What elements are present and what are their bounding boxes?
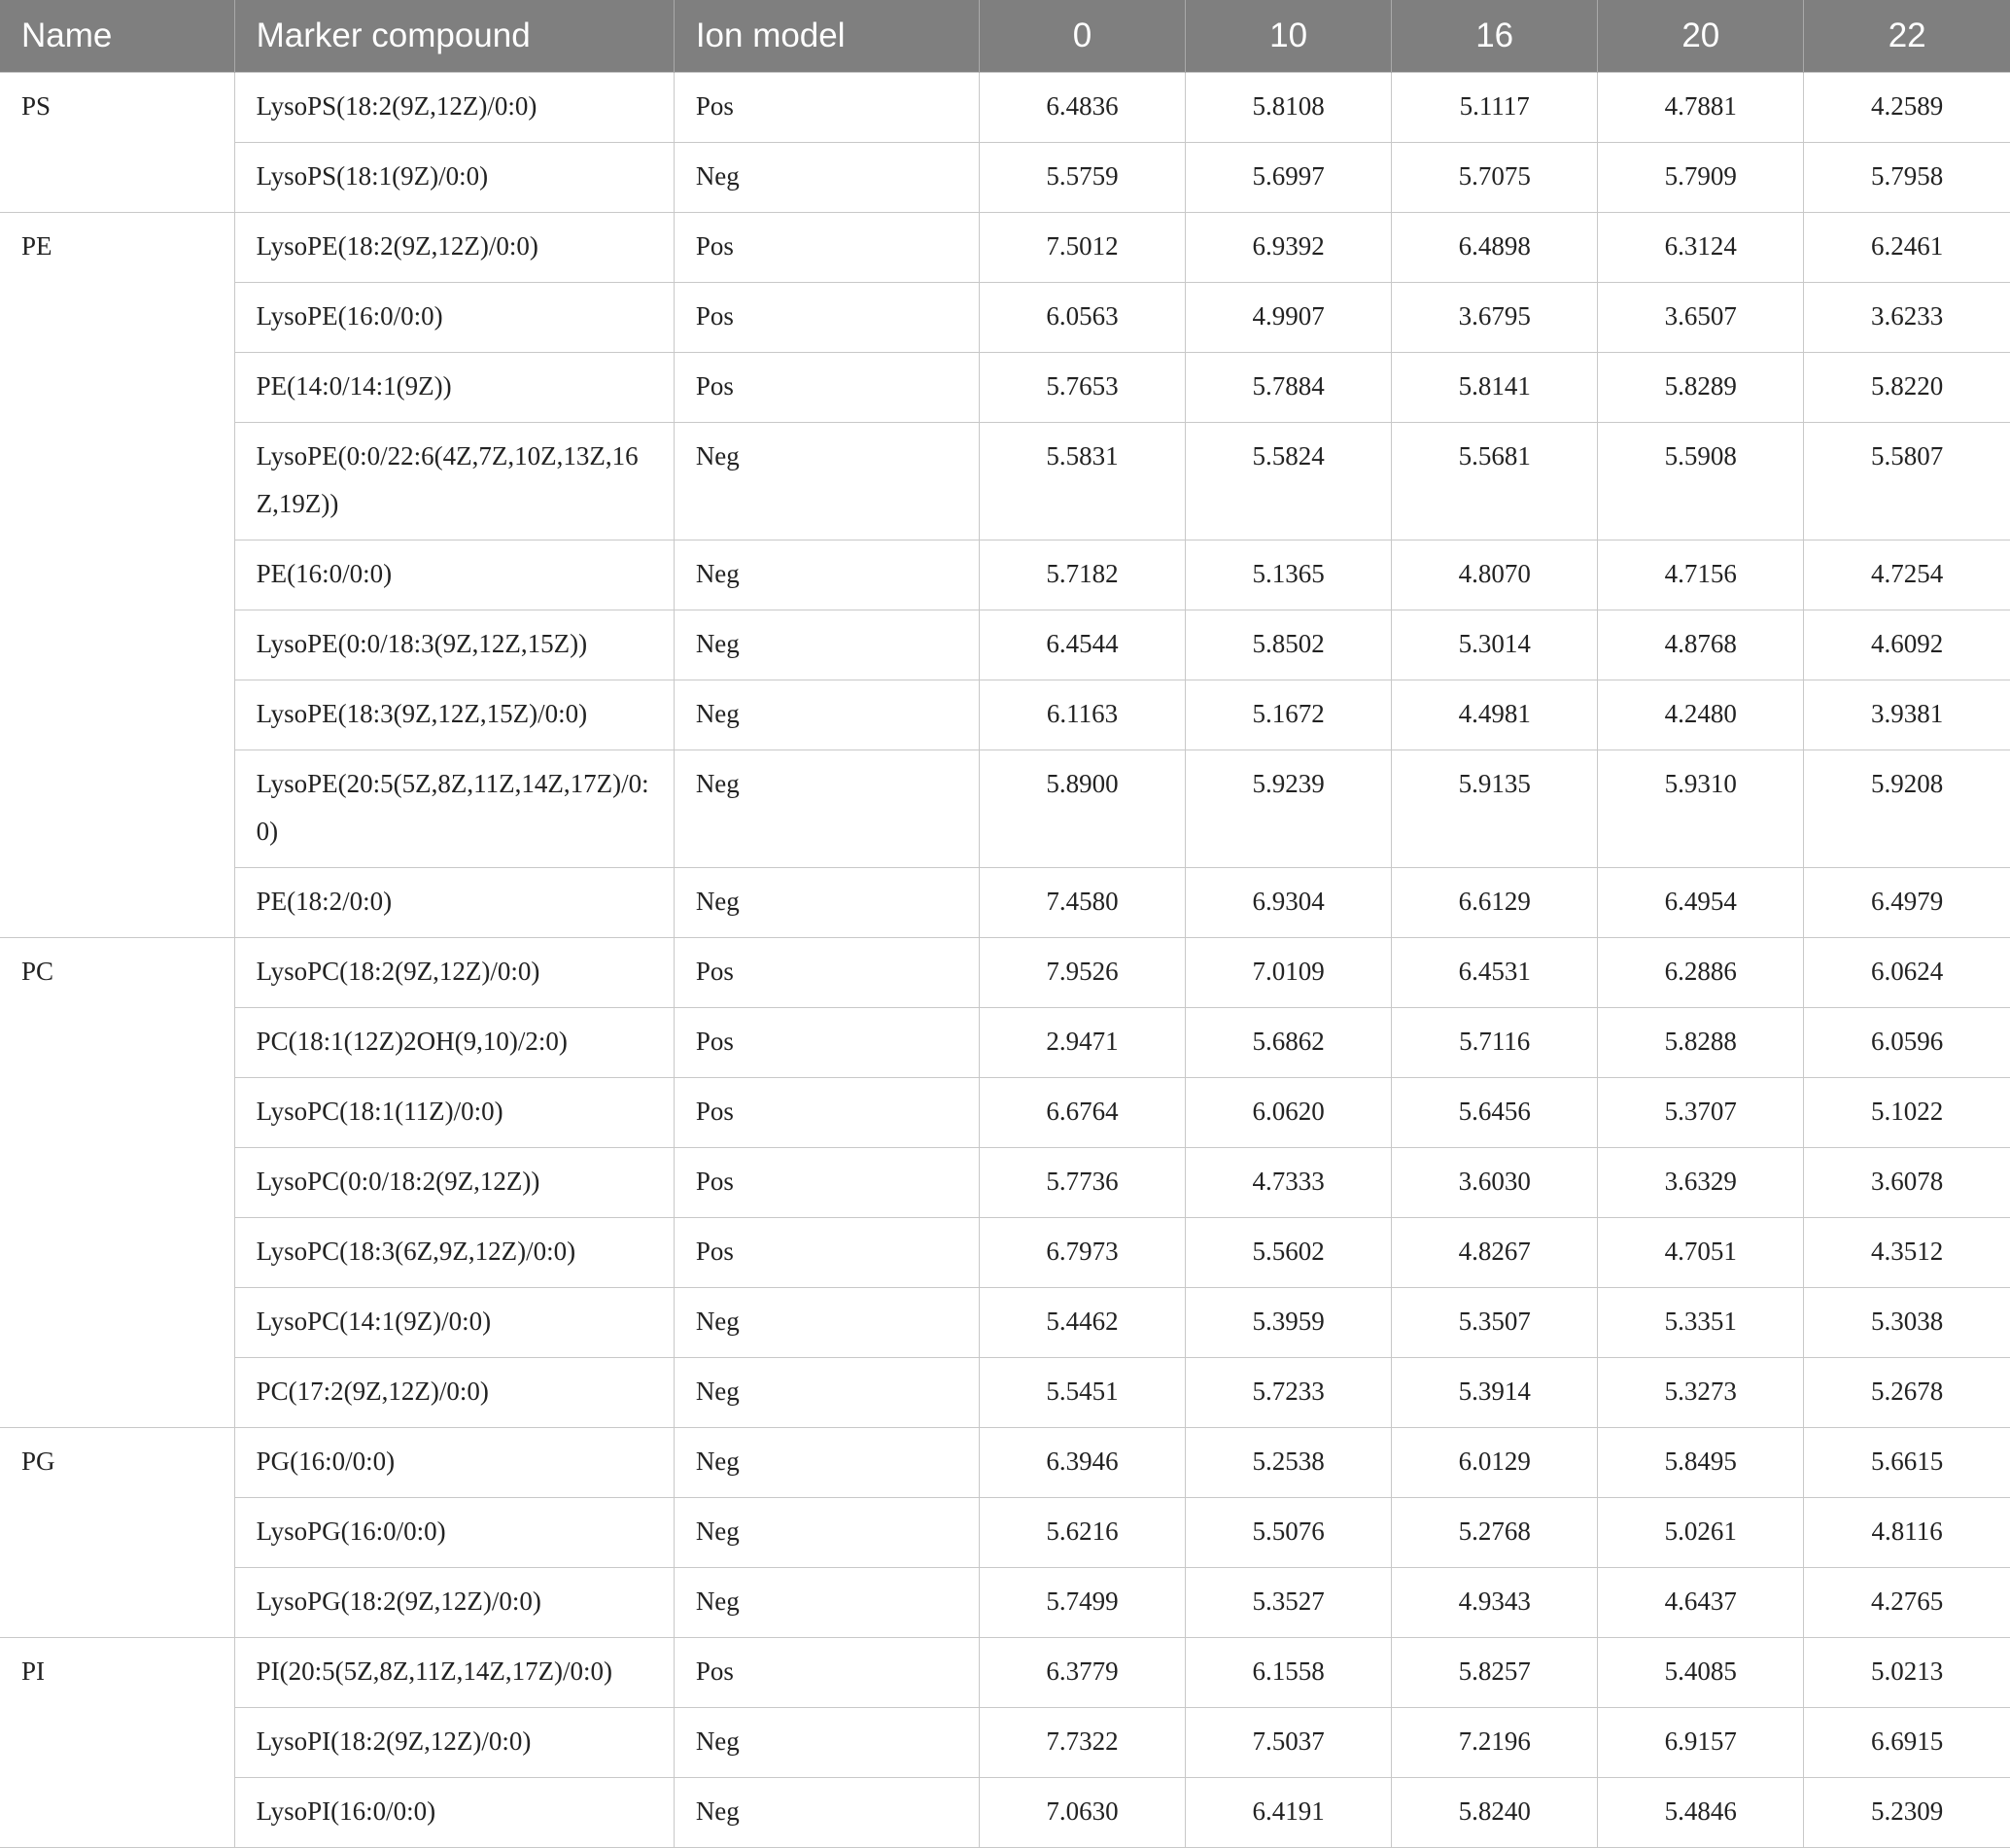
value-cell: 5.6862: [1186, 1007, 1392, 1077]
value-cell: 5.9135: [1392, 750, 1598, 867]
value-cell: 4.7051: [1598, 1217, 1804, 1287]
value-cell: 4.8070: [1392, 540, 1598, 610]
value-cell: 6.4979: [1804, 867, 2010, 937]
table-row: [0, 142, 2010, 212]
table-row: [0, 867, 2010, 937]
value-cell: 3.6507: [1598, 282, 1804, 352]
value-cell: 5.7075: [1392, 142, 1598, 212]
value-cell: 5.8108: [1186, 72, 1392, 142]
marker-compound-cell: PE(14:0/14:1(9Z)): [234, 352, 674, 422]
value-cell: 5.3014: [1392, 610, 1598, 680]
value-cell: 4.9907: [1186, 282, 1392, 352]
value-cell: 6.6764: [979, 1077, 1185, 1147]
value-cell: 6.2886: [1598, 937, 1804, 1007]
marker-compound-cell: LysoPC(18:2(9Z,12Z)/0:0): [234, 937, 674, 1007]
group-name-cell: PG: [0, 1427, 234, 1637]
value-cell: 6.4544: [979, 610, 1185, 680]
value-cell: 4.6092: [1804, 610, 2010, 680]
value-cell: 6.4191: [1186, 1777, 1392, 1847]
value-cell: 6.0563: [979, 282, 1185, 352]
value-cell: 5.8900: [979, 750, 1185, 867]
value-cell: 5.8257: [1392, 1637, 1598, 1707]
table-header: [0, 0, 2010, 72]
marker-compound-cell: LysoPG(16:0/0:0): [234, 1497, 674, 1567]
table-body: [0, 72, 2010, 1847]
ion-model-cell: Pos: [674, 282, 979, 352]
value-cell: 5.2538: [1186, 1427, 1392, 1497]
ion-model-cell: Neg: [674, 610, 979, 680]
value-cell: 5.8495: [1598, 1427, 1804, 1497]
value-cell: 5.9208: [1804, 750, 2010, 867]
value-cell: 4.4981: [1392, 680, 1598, 750]
value-cell: 6.4836: [979, 72, 1185, 142]
value-cell: 3.6030: [1392, 1147, 1598, 1217]
table-row: [0, 1287, 2010, 1357]
ion-model-cell: Neg: [674, 1567, 979, 1637]
value-cell: 4.7881: [1598, 72, 1804, 142]
group-name-cell: PC: [0, 937, 234, 1427]
value-cell: 2.9471: [979, 1007, 1185, 1077]
ion-model-cell: Pos: [674, 937, 979, 1007]
header-time-0: 0: [979, 0, 1185, 72]
value-cell: 5.4846: [1598, 1777, 1804, 1847]
table-row: [0, 1707, 2010, 1777]
value-cell: 6.6915: [1804, 1707, 2010, 1777]
header-row: [0, 0, 2010, 72]
marker-compound-cell: PE(16:0/0:0): [234, 540, 674, 610]
value-cell: 4.9343: [1392, 1567, 1598, 1637]
value-cell: 5.3038: [1804, 1287, 2010, 1357]
marker-compound-cell: LysoPE(0:0/22:6(4Z,7Z,10Z,13Z,16Z,19Z)): [234, 422, 674, 540]
table-row: [0, 1007, 2010, 1077]
value-cell: 4.8116: [1804, 1497, 2010, 1567]
marker-compound-cell: PC(17:2(9Z,12Z)/0:0): [234, 1357, 674, 1427]
value-cell: 5.1672: [1186, 680, 1392, 750]
value-cell: 5.8502: [1186, 610, 1392, 680]
value-cell: 5.0213: [1804, 1637, 2010, 1707]
value-cell: 5.3527: [1186, 1567, 1392, 1637]
ion-model-cell: Pos: [674, 1637, 979, 1707]
value-cell: 6.3946: [979, 1427, 1185, 1497]
marker-compound-cell: LysoPE(18:3(9Z,12Z,15Z)/0:0): [234, 680, 674, 750]
header-time-10: 10: [1186, 0, 1392, 72]
ion-model-cell: Pos: [674, 72, 979, 142]
value-cell: 5.2309: [1804, 1777, 2010, 1847]
ion-model-cell: Pos: [674, 1007, 979, 1077]
value-cell: 5.5824: [1186, 422, 1392, 540]
value-cell: 7.9526: [979, 937, 1185, 1007]
header-time-16: 16: [1392, 0, 1598, 72]
value-cell: 4.7156: [1598, 540, 1804, 610]
value-cell: 5.0261: [1598, 1497, 1804, 1567]
table-row: [0, 72, 2010, 142]
table-row: [0, 750, 2010, 867]
table-row: [0, 1147, 2010, 1217]
ion-model-cell: Pos: [674, 212, 979, 282]
marker-compound-cell: LysoPC(14:1(9Z)/0:0): [234, 1287, 674, 1357]
value-cell: 3.6233: [1804, 282, 2010, 352]
ion-model-cell: Neg: [674, 1357, 979, 1427]
value-cell: 5.7653: [979, 352, 1185, 422]
value-cell: 6.9392: [1186, 212, 1392, 282]
marker-compound-cell: LysoPE(0:0/18:3(9Z,12Z,15Z)): [234, 610, 674, 680]
value-cell: 6.6129: [1392, 867, 1598, 937]
header-name: Name: [0, 0, 234, 72]
value-cell: 5.3707: [1598, 1077, 1804, 1147]
header-time-22: 22: [1804, 0, 2010, 72]
value-cell: 5.1117: [1392, 72, 1598, 142]
marker-compound-cell: LysoPE(18:2(9Z,12Z)/0:0): [234, 212, 674, 282]
value-cell: 7.5012: [979, 212, 1185, 282]
table-row: [0, 540, 2010, 610]
value-cell: 3.6329: [1598, 1147, 1804, 1217]
value-cell: 6.0624: [1804, 937, 2010, 1007]
value-cell: 6.0620: [1186, 1077, 1392, 1147]
value-cell: 6.9157: [1598, 1707, 1804, 1777]
header-marker-compound: Marker compound: [234, 0, 674, 72]
value-cell: 5.6997: [1186, 142, 1392, 212]
table-row: [0, 212, 2010, 282]
marker-compound-cell: LysoPS(18:1(9Z)/0:0): [234, 142, 674, 212]
value-cell: 5.5831: [979, 422, 1185, 540]
value-cell: 6.0129: [1392, 1427, 1598, 1497]
value-cell: 5.3959: [1186, 1287, 1392, 1357]
value-cell: 5.5759: [979, 142, 1185, 212]
value-cell: 5.2678: [1804, 1357, 2010, 1427]
value-cell: 7.5037: [1186, 1707, 1392, 1777]
value-cell: 5.8141: [1392, 352, 1598, 422]
value-cell: 5.7909: [1598, 142, 1804, 212]
marker-compound-cell: LysoPI(16:0/0:0): [234, 1777, 674, 1847]
value-cell: 5.6216: [979, 1497, 1185, 1567]
ion-model-cell: Neg: [674, 142, 979, 212]
value-cell: 6.4898: [1392, 212, 1598, 282]
ion-model-cell: Pos: [674, 1147, 979, 1217]
value-cell: 4.3512: [1804, 1217, 2010, 1287]
value-cell: 5.5807: [1804, 422, 2010, 540]
value-cell: 4.2589: [1804, 72, 2010, 142]
value-cell: 5.7884: [1186, 352, 1392, 422]
value-cell: 7.0630: [979, 1777, 1185, 1847]
ion-model-cell: Neg: [674, 1707, 979, 1777]
value-cell: 3.6795: [1392, 282, 1598, 352]
ion-model-cell: Neg: [674, 750, 979, 867]
group-name-cell: PS: [0, 72, 234, 212]
value-cell: 4.7254: [1804, 540, 2010, 610]
value-cell: 5.9310: [1598, 750, 1804, 867]
marker-compound-cell: LysoPS(18:2(9Z,12Z)/0:0): [234, 72, 674, 142]
value-cell: 5.6456: [1392, 1077, 1598, 1147]
value-cell: 6.3124: [1598, 212, 1804, 282]
value-cell: 5.5451: [979, 1357, 1185, 1427]
value-cell: 5.3351: [1598, 1287, 1804, 1357]
value-cell: 6.9304: [1186, 867, 1392, 937]
value-cell: 5.7499: [979, 1567, 1185, 1637]
table-row: [0, 1217, 2010, 1287]
value-cell: 7.7322: [979, 1707, 1185, 1777]
value-cell: 6.7973: [979, 1217, 1185, 1287]
value-cell: 4.7333: [1186, 1147, 1392, 1217]
value-cell: 5.3273: [1598, 1357, 1804, 1427]
table-row: [0, 1427, 2010, 1497]
marker-compound-cell: LysoPC(0:0/18:2(9Z,12Z)): [234, 1147, 674, 1217]
group-name-cell: PI: [0, 1637, 234, 1847]
value-cell: 6.0596: [1804, 1007, 2010, 1077]
value-cell: 5.7736: [979, 1147, 1185, 1217]
value-cell: 6.3779: [979, 1637, 1185, 1707]
ion-model-cell: Neg: [674, 1287, 979, 1357]
marker-compound-cell: LysoPE(16:0/0:0): [234, 282, 674, 352]
value-cell: 5.1365: [1186, 540, 1392, 610]
marker-compound-cell: LysoPC(18:1(11Z)/0:0): [234, 1077, 674, 1147]
group-name-cell: PE: [0, 212, 234, 937]
value-cell: 7.0109: [1186, 937, 1392, 1007]
marker-compound-cell: LysoPG(18:2(9Z,12Z)/0:0): [234, 1567, 674, 1637]
value-cell: 5.2768: [1392, 1497, 1598, 1567]
value-cell: 6.4531: [1392, 937, 1598, 1007]
marker-compound-cell: PE(18:2/0:0): [234, 867, 674, 937]
table-row: [0, 282, 2010, 352]
value-cell: 4.8267: [1392, 1217, 1598, 1287]
ion-model-cell: Neg: [674, 540, 979, 610]
value-cell: 4.6437: [1598, 1567, 1804, 1637]
value-cell: 5.8220: [1804, 352, 2010, 422]
value-cell: 4.2480: [1598, 680, 1804, 750]
marker-compound-cell: PG(16:0/0:0): [234, 1427, 674, 1497]
value-cell: 5.4085: [1598, 1637, 1804, 1707]
value-cell: 5.7958: [1804, 142, 2010, 212]
value-cell: 5.7116: [1392, 1007, 1598, 1077]
marker-compound-cell: LysoPC(18:3(6Z,9Z,12Z)/0:0): [234, 1217, 674, 1287]
value-cell: 5.7182: [979, 540, 1185, 610]
value-cell: 4.2765: [1804, 1567, 2010, 1637]
table-row: [0, 680, 2010, 750]
value-cell: 6.4954: [1598, 867, 1804, 937]
value-cell: 5.5602: [1186, 1217, 1392, 1287]
ion-model-cell: Pos: [674, 352, 979, 422]
value-cell: 5.5076: [1186, 1497, 1392, 1567]
ion-model-cell: Neg: [674, 867, 979, 937]
ion-model-cell: Neg: [674, 680, 979, 750]
value-cell: 5.3914: [1392, 1357, 1598, 1427]
value-cell: 5.5908: [1598, 422, 1804, 540]
marker-compound-cell: LysoPE(20:5(5Z,8Z,11Z,14Z,17Z)/0:0): [234, 750, 674, 867]
table-row: [0, 422, 2010, 540]
value-cell: 5.7233: [1186, 1357, 1392, 1427]
ion-model-cell: Pos: [674, 1217, 979, 1287]
header-ion-model: Ion model: [674, 0, 979, 72]
value-cell: 7.2196: [1392, 1707, 1598, 1777]
table-row: [0, 610, 2010, 680]
value-cell: 6.1163: [979, 680, 1185, 750]
marker-compound-cell: LysoPI(18:2(9Z,12Z)/0:0): [234, 1707, 674, 1777]
value-cell: 5.8289: [1598, 352, 1804, 422]
value-cell: 6.1558: [1186, 1637, 1392, 1707]
table-row: [0, 1637, 2010, 1707]
value-cell: 5.6615: [1804, 1427, 2010, 1497]
table-row: [0, 1357, 2010, 1427]
value-cell: 6.2461: [1804, 212, 2010, 282]
table-row: [0, 1497, 2010, 1567]
ion-model-cell: Neg: [674, 1427, 979, 1497]
value-cell: 3.9381: [1804, 680, 2010, 750]
marker-compound-cell: PI(20:5(5Z,8Z,11Z,14Z,17Z)/0:0): [234, 1637, 674, 1707]
value-cell: 5.8240: [1392, 1777, 1598, 1847]
value-cell: 3.6078: [1804, 1147, 2010, 1217]
table-row: [0, 1567, 2010, 1637]
table-row: [0, 1777, 2010, 1847]
ion-model-cell: Neg: [674, 422, 979, 540]
header-time-20: 20: [1598, 0, 1804, 72]
value-cell: 5.9239: [1186, 750, 1392, 867]
table-row: [0, 1077, 2010, 1147]
value-cell: 5.1022: [1804, 1077, 2010, 1147]
value-cell: 5.8288: [1598, 1007, 1804, 1077]
ion-model-cell: Pos: [674, 1077, 979, 1147]
ion-model-cell: Neg: [674, 1497, 979, 1567]
value-cell: 5.4462: [979, 1287, 1185, 1357]
ion-model-cell: Neg: [674, 1777, 979, 1847]
value-cell: 5.5681: [1392, 422, 1598, 540]
value-cell: 4.8768: [1598, 610, 1804, 680]
value-cell: 5.3507: [1392, 1287, 1598, 1357]
marker-compound-cell: PC(18:1(12Z)2OH(9,10)/2:0): [234, 1007, 674, 1077]
table-row: [0, 352, 2010, 422]
value-cell: 7.4580: [979, 867, 1185, 937]
table-row: [0, 937, 2010, 1007]
